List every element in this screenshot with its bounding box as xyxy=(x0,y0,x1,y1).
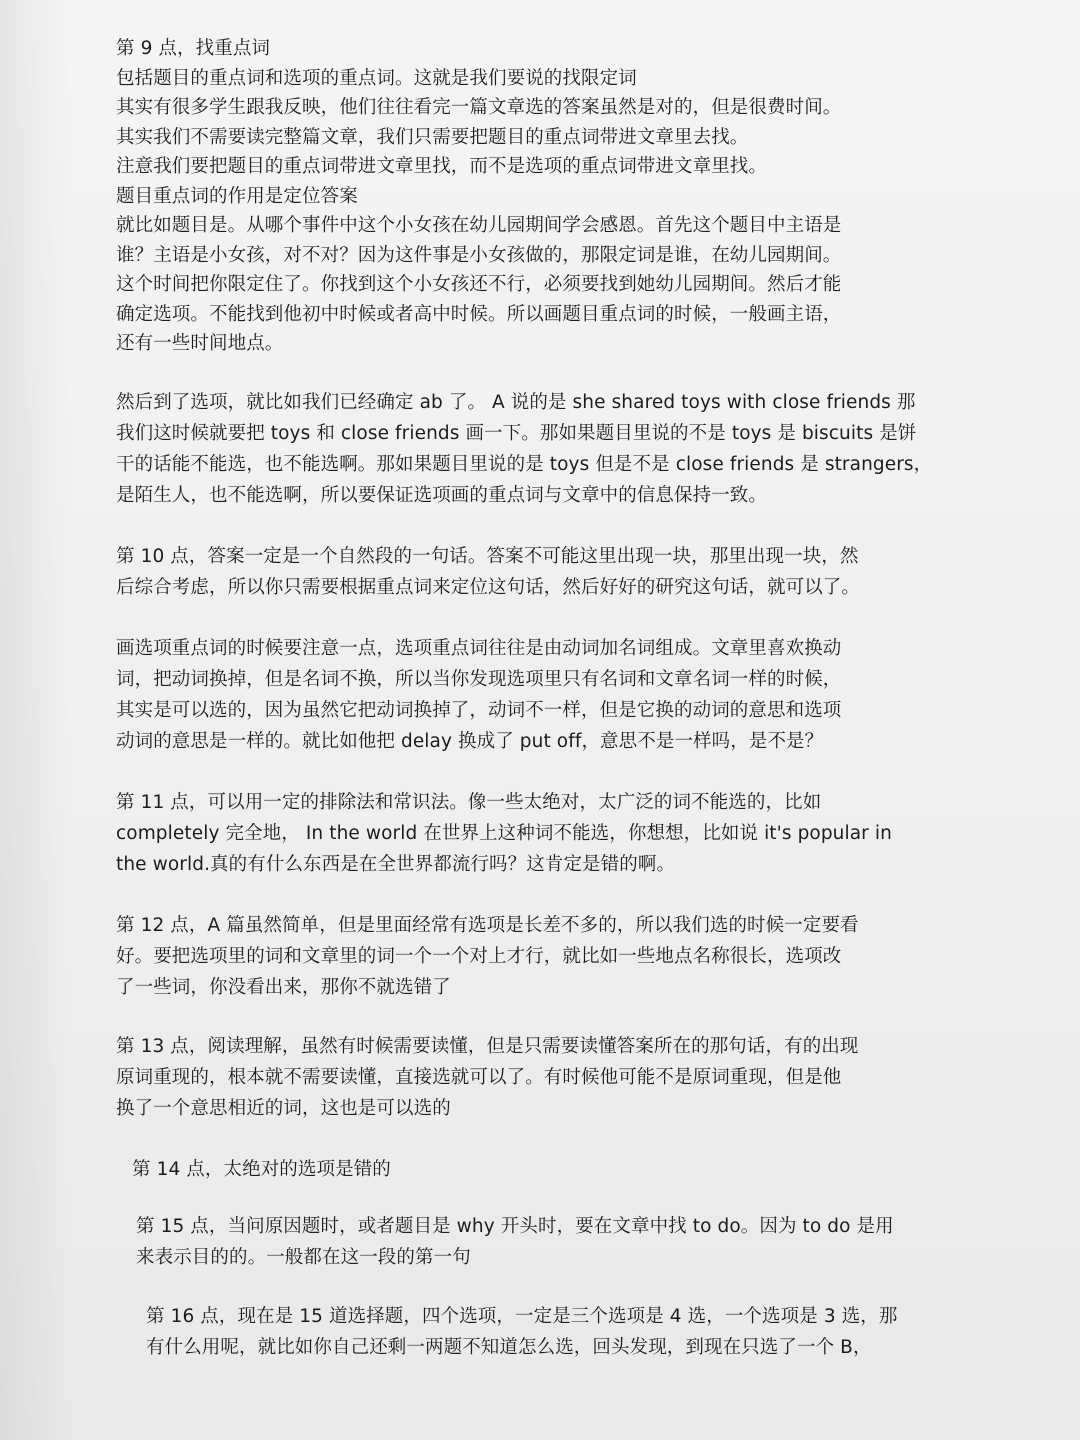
text-line: 注意我们要把题目的重点词带进文章里找，而不是选项的重点词带进文章里找。 xyxy=(116,156,768,177)
text-line: 了一些词，你没看出来，那你不就选错了 xyxy=(116,976,451,998)
section-point-16 xyxy=(146,1301,971,1363)
text-line: 第 15 点，当问原因题时，或者题目是 why 开头时，要在文章中找 to do。因为 to do 是用 xyxy=(136,1215,894,1237)
page-shadow xyxy=(0,0,70,1440)
text-line: 就比如题目是。从哪个事件中这个小女孩在幼儿园期间学会感恩。首先这个题目中主语是 xyxy=(116,215,842,236)
text-line: 来表示目的的。一般都在这一段的第一句 xyxy=(136,1246,471,1268)
section-point-13 xyxy=(116,1031,971,1124)
text-line: 其实我们不需要读完整篇文章，我们只需要把题目的重点词带进文章里去找。 xyxy=(116,126,749,148)
text-line: 换了一个意思相近的词，这也是可以选的 xyxy=(116,1097,451,1119)
text-line: 第 9 点，找重点词 xyxy=(116,38,271,59)
text-line: 然后到了选项，就比如我们已经确定 ab 了。 A 说的是 she shared toys with close friends 那 xyxy=(116,391,916,413)
section-point-12 xyxy=(116,910,971,1003)
text-line: 包括题目的重点词和选项的重点词。这就是我们要说的找限定词 xyxy=(116,67,637,89)
text-line: 我们这时候就要把 toys 和 close friends 画一下。那如果题目里说的不是 toys 是 biscuits 是饼 xyxy=(116,422,917,444)
text-line: the world.真的有什么东西是在全世界都流行吗？这肯定是错的啊。 xyxy=(116,853,676,875)
text-line: 第 12 点，A 篇虽然简单，但是里面经常有选项是长差不多的，所以我们选的时候一定要看 xyxy=(116,914,859,936)
section-point-14 xyxy=(132,1154,971,1185)
text-line: 第 10 点，答案一定是一个自然段的一句话。答案不可能这里出现一块，那里出现一块，然 xyxy=(116,545,859,567)
text-line: 好。要把选项里的词和文章里的词一个一个对上才行，就比如一些地点名称很长，选项改 xyxy=(116,945,842,967)
section-point-15 xyxy=(136,1211,971,1273)
text-line: 其实有很多学生跟我反映，他们往往看完一篇文章选的答案虽然是对的，但是很费时间。 xyxy=(116,97,842,118)
text-line: 确定选项。不能找到他初中时候或者高中时候。所以画题目重点词的时候，一般画主语， xyxy=(116,303,842,325)
text-line: 还有一些时间地点。 xyxy=(116,333,284,354)
text-line: 有什么用呢，就比如你自己还剩一两题不知道怎么选，回头发现，到现在只选了一个 B， xyxy=(146,1336,872,1358)
text-line: 谁？主语是小女孩，对不对？因为这件事是小女孩做的，那限定词是谁，在幼儿园期间。 xyxy=(116,244,842,266)
text-line: 这个时间把你限定住了。你找到这个小女孩还不行，必须要找到她幼儿园期间。然后才能 xyxy=(116,274,842,295)
text-line: 第 13 点，阅读理解，虽然有时候需要读懂，但是只需要读懂答案所在的那句话，有的出现 xyxy=(116,1035,859,1057)
section-point-9-options xyxy=(116,387,971,511)
section-point-11 xyxy=(116,787,971,880)
text-line: completely 完全地， In the world 在世界上这种词不能选，你想想，比如说 it's popular in xyxy=(116,822,892,844)
section-point-9 xyxy=(116,34,971,359)
text-line: 是陌生人，也不能选啊，所以要保证选项画的重点词与文章中的信息保持一致。 xyxy=(116,484,768,506)
text-line: 动词的意思是一样的。就比如他把 delay 换成了 put off，意思不是一样吗，是不是？ xyxy=(116,730,824,752)
text-line: 画选项重点词的时候要注意一点，选项重点词往往是由动词加名词组成。文章里喜欢换动 xyxy=(116,637,842,659)
section-point-10 xyxy=(116,541,971,603)
section-point-10-note xyxy=(116,633,971,757)
text-line: 原词重现的，根本就不需要读懂，直接选就可以了。有时候他可能不是原词重现，但是他 xyxy=(116,1066,842,1088)
text-line: 其实是可以选的，因为虽然它把动词换掉了，动词不一样，但是它换的动词的意思和选项 xyxy=(116,699,842,721)
text-line: 第 11 点，可以用一定的排除法和常识法。像一些太绝对，太广泛的词不能选的，比如 xyxy=(116,791,822,813)
text-line: 题目重点词的作用是定位答案 xyxy=(116,185,358,207)
text-line: 后综合考虑，所以你只需要根据重点词来定位这句话，然后好好的研究这句话，就可以了。 xyxy=(116,576,861,598)
text-line: 词，把动词换掉，但是名词不换，所以当你发现选项里只有名词和文章名词一样的时候， xyxy=(116,668,842,690)
text-line: 第 14 点，太绝对的选项是错的 xyxy=(132,1158,391,1180)
text-line: 第 16 点，现在是 15 道选择题，四个选项，一定是三个选项是 4 选，一个选项是 3 选，那 xyxy=(146,1305,898,1327)
text-line: 干的话能不能选，也不能选啊。那如果题目里说的是 toys 但是不是 close friends 是 strangers， xyxy=(116,453,933,475)
document-body xyxy=(116,34,971,1393)
